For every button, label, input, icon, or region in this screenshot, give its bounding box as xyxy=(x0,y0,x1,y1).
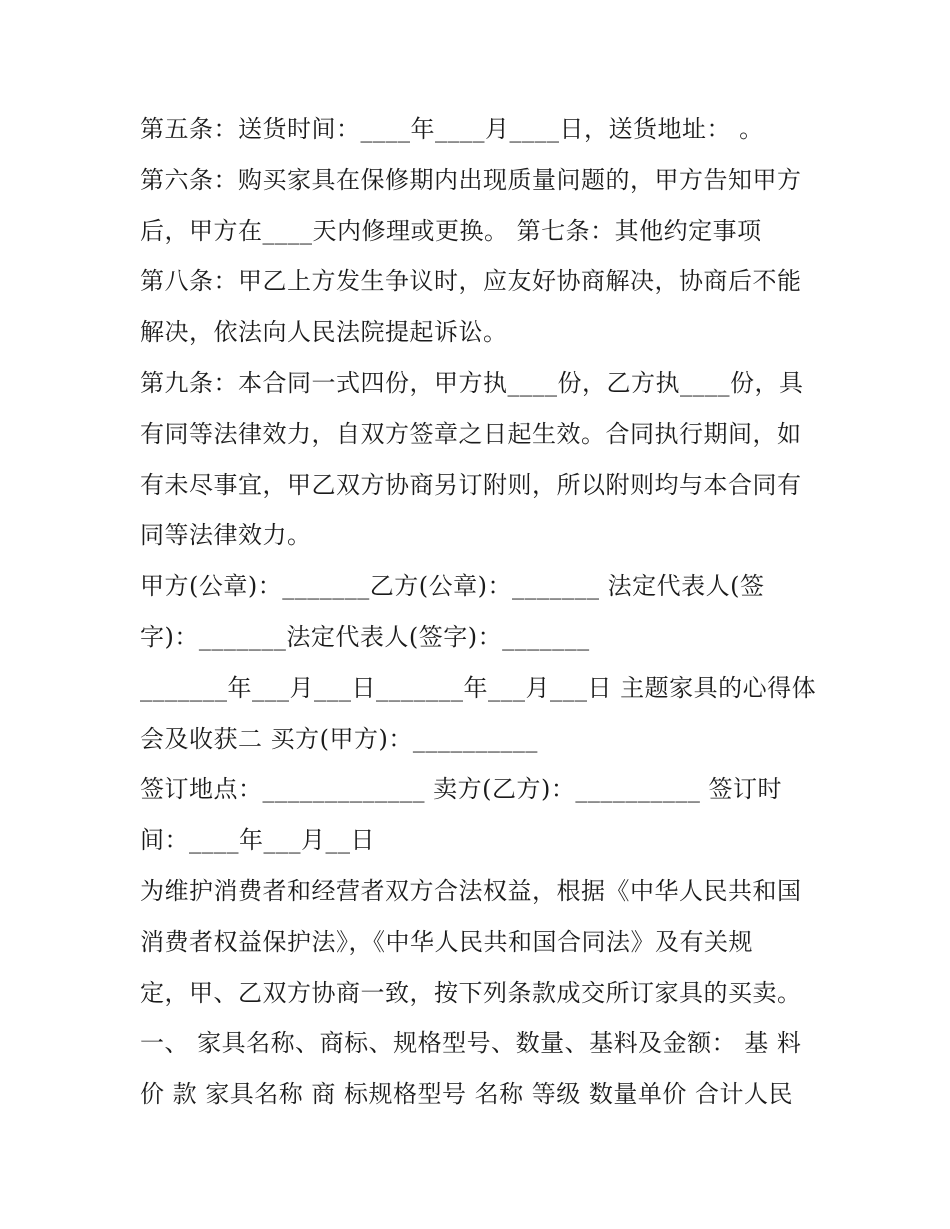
text-line: 同等法律效力。 xyxy=(140,521,312,550)
text-line: 会及收获二 买方(甲方)：__________ xyxy=(140,724,538,753)
text-line: 为维护消费者和经营者双方合法权益，根据《中华人民共和国 xyxy=(140,876,802,905)
text-line: 价 款 家具名称 商 标规格型号 名称 等级 数量单价 合计人民 xyxy=(140,1080,794,1109)
text-line: 消费者权益保护法》，《中华人民共和国合同法》及有关规 xyxy=(140,927,753,956)
text-line: 定，甲、乙双方协商一致，按下列条款成交所订家具的买卖。 xyxy=(140,978,802,1007)
text-line: _______年___月___日_______年___月___日 主题家具的心得体 xyxy=(140,673,817,702)
text-line: 后，甲方在____天内修理或更换。 第七条：其他约定事项 xyxy=(140,216,762,245)
text-line: 第六条：购买家具在保修期内出现质量问题的，甲方告知甲方 xyxy=(140,165,802,194)
text-line: 第五条：送货时间：____年____月____日，送货地址： 。 xyxy=(140,115,764,143)
text-line: 第九条：本合同一式四份，甲方执____份，乙方执____份，具 xyxy=(140,368,804,397)
document-page xyxy=(140,104,830,1120)
text-line: 一、 家具名称、商标、规格型号、数量、基料及金额： 基 料 xyxy=(140,1029,802,1058)
text-line: 解决，依法向人民法院提起诉讼。 xyxy=(140,318,508,347)
text-line: 有同等法律效力，自双方签章之日起生效。合同执行期间，如 xyxy=(140,419,802,448)
text-line: 有未尽事宜，甲乙双方协商另订附则，所以附则均与本合同有 xyxy=(140,470,802,499)
text-line: 第八条：甲乙上方发生争议时，应友好协商解决，协商后不能 xyxy=(140,267,802,296)
text-line: 签订地点：_____________ 卖方(乙方)：__________ 签订时 xyxy=(140,775,782,804)
text-line: 字)：_______法定代表人(签字)：_______ xyxy=(140,622,590,651)
text-line: 甲方(公章)：_______乙方(公章)：_______ 法定代表人(签 xyxy=(140,572,765,601)
text-line: 间：____年___月__日 xyxy=(140,826,375,855)
